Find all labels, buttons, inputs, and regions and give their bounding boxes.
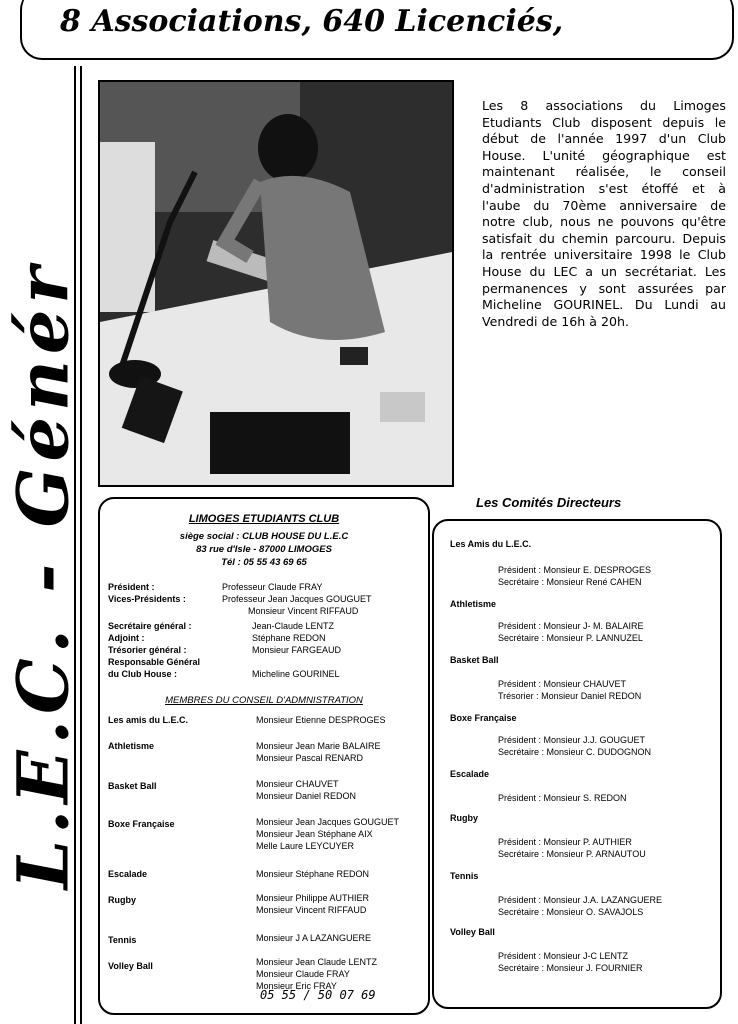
- comite-line: Président : Monsieur CHAUVET: [498, 679, 627, 689]
- member-name: Monsieur Stéphane REDON: [256, 869, 370, 879]
- member-assoc: Tennis: [108, 935, 137, 945]
- member-name: Monsieur CHAUVET: [256, 779, 339, 789]
- club-info-box: [98, 497, 430, 1015]
- comite-name: Rugby: [450, 813, 478, 823]
- comite-line: Président : Monsieur E. DESPROGES: [498, 565, 652, 575]
- photo-secretary-at-desk: [98, 80, 454, 487]
- comite-name: Athletisme: [450, 599, 497, 609]
- photo-illustration: [100, 82, 452, 485]
- member-name: Monsieur Vincent RIFFAUD: [256, 905, 367, 915]
- member-assoc: Basket Ball: [108, 781, 157, 791]
- comite-line: Secrétaire : Monsieur O. SAVAJOLS: [498, 907, 644, 917]
- members-heading: MEMBRES DU CONSEIL D'ADMNISTRATION: [165, 695, 363, 706]
- comite-name: Les Amis du L.E.C.: [450, 539, 532, 549]
- officer-role: Responsable Général: [108, 657, 201, 667]
- comite-name: Escalade: [450, 769, 490, 779]
- officer-name: Stéphane REDON: [252, 633, 326, 643]
- member-assoc: Escalade: [108, 869, 148, 879]
- comite-line: Président : Monsieur J.A. LAZANGUERE: [498, 895, 663, 905]
- comite-line: Secrétaire : Monsieur P. ARNAUTOU: [498, 849, 646, 859]
- member-name: Monsieur Daniel REDON: [256, 791, 357, 801]
- officer-name: Monsieur Vincent RIFFAUD: [248, 606, 359, 616]
- member-name: Monsieur J A LAZANGUERE: [256, 933, 372, 943]
- member-name: Monsieur Jean Claude LENTZ: [256, 957, 378, 967]
- comite-name: Basket Ball: [450, 655, 499, 665]
- member-assoc: Boxe Française: [108, 819, 175, 829]
- officer-role: Président :: [108, 582, 155, 592]
- officer-name: Professeur Jean Jacques GOUGUET: [222, 594, 372, 604]
- member-name: Monsieur Etienne DESPROGES: [256, 715, 386, 725]
- member-assoc: Athletisme: [108, 741, 155, 751]
- member-name: Monsieur Eric FRAY: [256, 981, 337, 991]
- officer-role: Vices-Présidents :: [108, 594, 186, 604]
- officer-name: Micheline GOURINEL: [252, 669, 340, 679]
- side-title: [0, 180, 86, 970]
- comite-line: Secrétaire : Monsieur C. DUDOGNON: [498, 747, 652, 757]
- comite-line: Président : Monsieur J- M. BALAIRE: [498, 621, 644, 631]
- member-name: Monsieur Pascal RENARD: [256, 753, 364, 763]
- side-title-text: L.E.C. - Génér: [1, 260, 85, 890]
- member-name: Monsieur Jean Stéphane AIX: [256, 829, 373, 839]
- comite-line: Président : Monsieur P. AUTHIER: [498, 837, 632, 847]
- member-name: Melle Laure LEYCUYER: [256, 841, 355, 851]
- member-assoc: Rugby: [108, 895, 136, 905]
- member-name: Monsieur Jean Marie BALAIRE: [256, 741, 381, 751]
- comite-line: Président : Monsieur S. REDON: [498, 793, 627, 803]
- comites-box: [432, 519, 722, 1009]
- comite-line: Président : Monsieur J-C LENTZ: [498, 951, 629, 961]
- member-name: Monsieur Claude FRAY: [256, 969, 350, 979]
- comite-line: Secrétaire : Monsieur P. LANNUZEL: [498, 633, 643, 643]
- intro-paragraph: Les 8 associations du Limoges Etudiants Club disposent depuis le début de l'année 1997 d'un Club House. L'unité géographique est maintenant réalisée, le conseil d'administration s'est étoffé et à l'aube du 70ème anniversaire de notre club, nous ne pouvons qu'être satisfait du chemin parcouru. Depuis la rentrée universitaire 1998 le Club House du LEC a un secrétariat. Les permanences y sont assurées par Micheline GOURINEL. Du Lundi au Vendredi de 16h à 20h.: [482, 98, 726, 329]
- officer-name: Jean-Claude LENTZ: [252, 621, 335, 631]
- header-banner: [20, 0, 738, 60]
- comite-line: Trésorier : Monsieur Daniel REDON: [498, 691, 642, 701]
- comite-name: Tennis: [450, 871, 479, 881]
- banner-title: 8 Associations, 640 Licenciés,: [60, 4, 564, 39]
- officer-role: Adjoint :: [108, 633, 145, 643]
- officer-role: Secrétaire général :: [108, 621, 192, 631]
- officer-role: du Club House :: [108, 669, 177, 679]
- comite-line: Président : Monsieur J.J. GOUGUET: [498, 735, 646, 745]
- officer-name: Monsieur FARGEAUD: [252, 645, 342, 655]
- member-name: Monsieur Jean Jacques GOUGUET: [256, 817, 400, 827]
- member-name: Monsieur Philippe AUTHIER: [256, 893, 370, 903]
- officer-role: Trésorier général :: [108, 645, 187, 655]
- comite-line: Secrétaire : Monsieur J. FOURNIER: [498, 963, 643, 973]
- comites-heading: Les Comités Directeurs: [476, 495, 622, 510]
- club-address-line: siège social : CLUB HOUSE DU L.E.C: [179, 531, 349, 542]
- club-address-line: 83 rue d'Isle - 87000 LIMOGES: [196, 544, 332, 555]
- club-phone: Tél : 05 55 43 69 65: [221, 557, 307, 568]
- comite-name: Boxe Française: [450, 713, 517, 723]
- handwritten-phone: 05 55 / 50 07 69: [260, 988, 376, 1002]
- comite-name: Volley Ball: [450, 927, 495, 937]
- comite-line: Secrétaire : Monsieur René CAHEN: [498, 577, 642, 587]
- member-assoc: Volley Ball: [108, 961, 153, 971]
- club-name: LIMOGES ETUDIANTS CLUB: [188, 513, 340, 525]
- officer-name: Professeur Claude FRAY: [222, 582, 323, 592]
- member-assoc: Les amis du L.E.C.: [108, 715, 189, 725]
